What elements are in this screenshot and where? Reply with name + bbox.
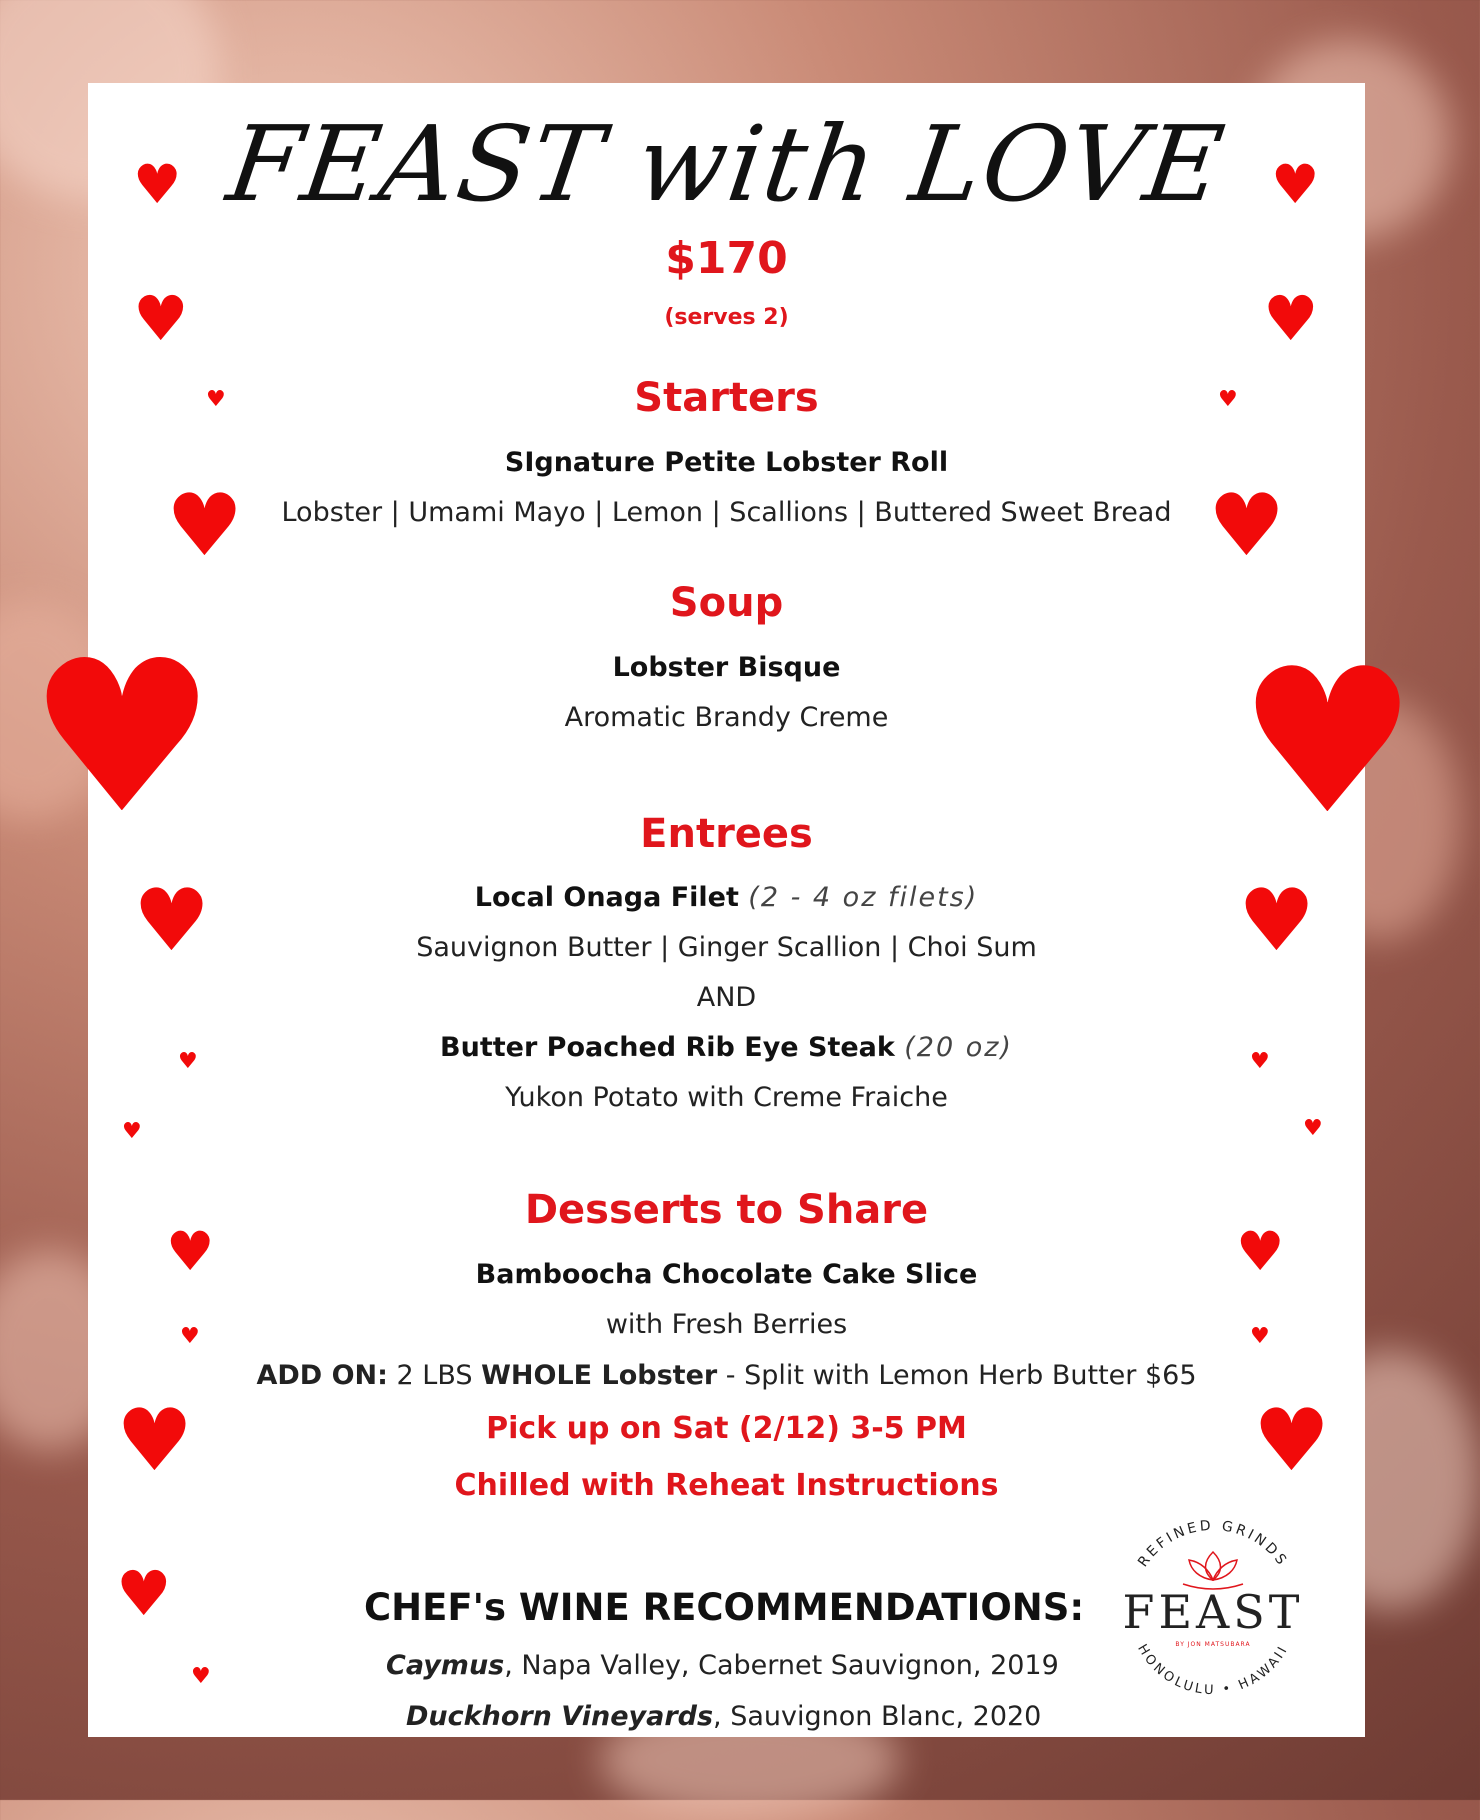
heart-icon: ♥ [1250, 1324, 1270, 1349]
starters-dish: SIgnature Petite Lobster Roll [504, 447, 949, 478]
entree-1-note: (2 - 4 oz filets) [748, 882, 979, 913]
addon-bold: WHOLE Lobster [481, 1360, 718, 1391]
heart-icon: ♥ [1218, 387, 1238, 412]
heart-icon: ♥ [206, 387, 226, 412]
entree-2-note: (20 oz) [904, 1032, 1013, 1063]
heart-icon: ♥ [180, 1324, 200, 1349]
section-heading-entrees: Entrees [640, 811, 813, 857]
addon-part2: - Split with Lemon Herb Butter $65 [725, 1360, 1197, 1391]
menu-title: FEAST with LOVE [220, 103, 1233, 225]
wine-2 [406, 1701, 1041, 1732]
lotus-icon [1183, 1552, 1243, 1589]
heart-icon: ♥ [133, 153, 182, 216]
logo-top-arc: REFINED GRINDS [1135, 1517, 1291, 1571]
entree-1-desc: Sauvignon Butter | Ginger Scallion | Choi Sum [416, 932, 1037, 963]
pickup-note: Pick up on Sat (2/12) 3-5 PM [486, 1411, 967, 1446]
wine-2-rest: , Sauvignon Blanc, 2020 [713, 1701, 1042, 1732]
entree-1 [88, 882, 1365, 913]
entree-1-name: Local Onaga Filet [474, 882, 739, 913]
section-heading-soup: Soup [669, 580, 784, 626]
wine-1-name: Caymus [386, 1650, 505, 1681]
addon-line [88, 1360, 1365, 1391]
heart-icon: ♥ [1271, 153, 1320, 216]
wine-heading: CHEF's WINE RECOMMENDATIONS: [364, 1586, 1085, 1629]
feast-logo [1103, 1500, 1323, 1720]
heart-icon: ♥ [1238, 626, 1418, 859]
starters-desc: Lobster | Umami Mayo | Lemon | Scallions | Buttered Sweet Bread [281, 497, 1172, 528]
dessert-dish: Bamboocha Chocolate Cake Slice [475, 1259, 978, 1290]
heart-icon: ♥ [1238, 871, 1316, 971]
heart-icon: ♥ [178, 1049, 198, 1074]
addon-part1: 2 LBS [396, 1360, 473, 1391]
heart-icon: ♥ [191, 1664, 211, 1689]
heart-icon: ♥ [1303, 1116, 1323, 1141]
wine-1 [386, 1650, 1059, 1681]
addon-label: ADD ON: [256, 1360, 388, 1391]
menu-card [28, 83, 1418, 1737]
logo-bottom-arc: HONOLULU • HAWAII [1134, 1641, 1292, 1699]
logo-name: FEAST [1122, 1585, 1304, 1639]
serves-note: (serves 2) [664, 305, 789, 330]
menu-price: $170 [665, 233, 788, 284]
heart-icon: ♥ [122, 1119, 142, 1144]
heart-icon: ♥ [1250, 1049, 1270, 1074]
heart-icon: ♥ [166, 1220, 215, 1283]
soup-dish: Lobster Bisque [612, 652, 841, 683]
section-heading-desserts: Desserts to Share [524, 1187, 929, 1233]
dessert-desc: with Fresh Berries [605, 1309, 848, 1340]
entree-and: AND [696, 982, 757, 1013]
heart-icon: ♥ [133, 282, 189, 355]
heart-icon: ♥ [1253, 1391, 1331, 1491]
wine-1-rest: , Napa Valley, Cabernet Sauvignon, 2019 [504, 1650, 1059, 1681]
section-heading-starters: Starters [634, 375, 819, 421]
heart-icon: ♥ [1263, 282, 1319, 355]
heart-icon: ♥ [166, 476, 244, 576]
wine-2-name: Duckhorn Vineyards [406, 1701, 714, 1732]
entree-2-desc: Yukon Potato with Creme Fraiche [505, 1082, 948, 1113]
heart-icon: ♥ [1236, 1220, 1285, 1283]
chilled-note: Chilled with Reheat Instructions [454, 1468, 999, 1503]
entree-2 [88, 1032, 1365, 1063]
heart-icon: ♥ [116, 1557, 172, 1630]
logo-sub: BY JON MATSUBARA [1175, 1641, 1251, 1648]
heart-icon: ♥ [1208, 476, 1286, 576]
soup-desc: Aromatic Brandy Creme [564, 702, 889, 733]
heart-icon: ♥ [133, 871, 211, 971]
heart-icon: ♥ [116, 1391, 194, 1491]
heart-icon: ♥ [28, 615, 217, 860]
entree-2-name: Butter Poached Rib Eye Steak [440, 1032, 895, 1063]
